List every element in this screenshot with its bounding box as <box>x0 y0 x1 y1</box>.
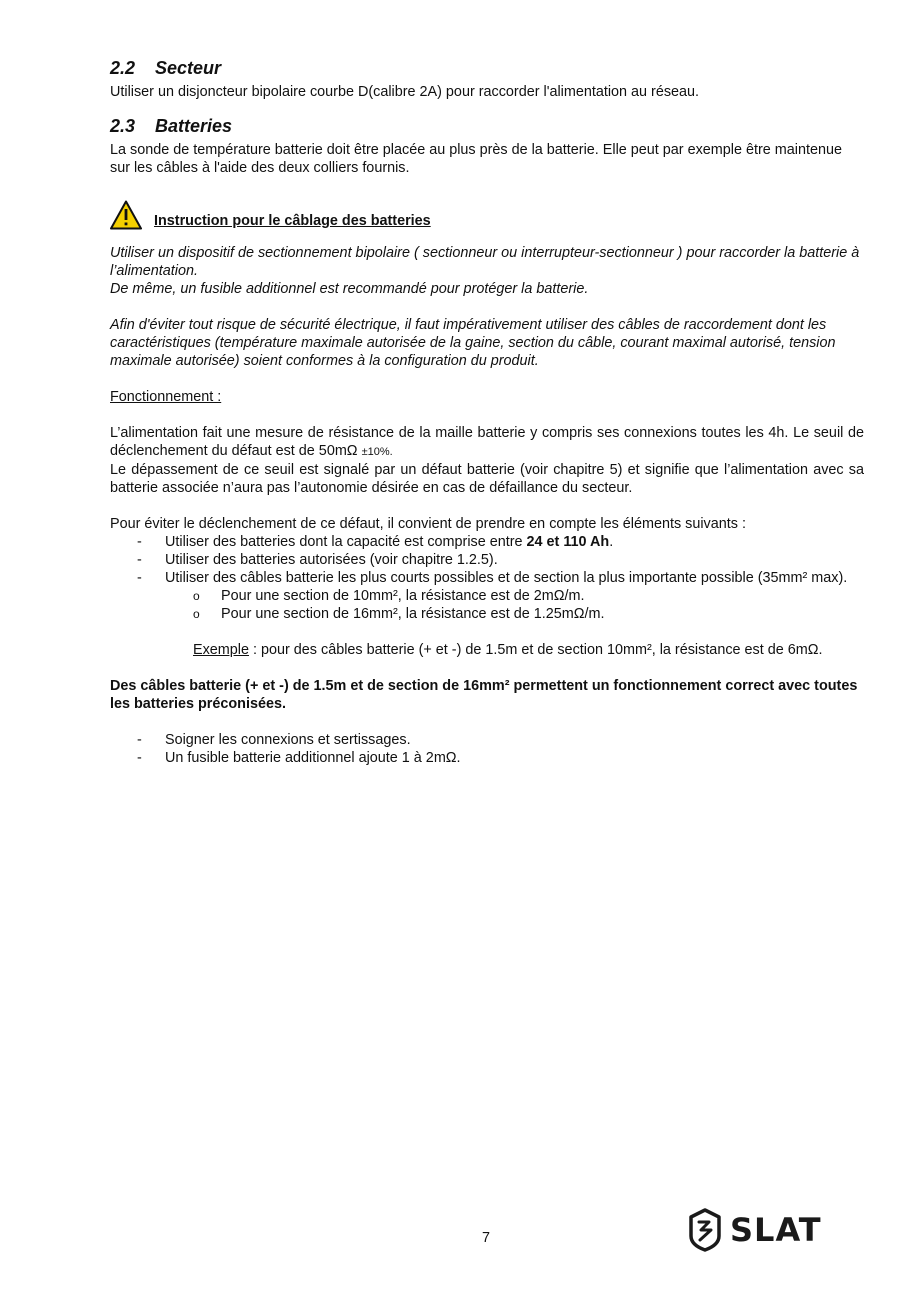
sublist-item <box>110 605 864 623</box>
warning-header <box>110 198 864 230</box>
sublist-item-text: Pour une section de 16mm², la résistance est de 1.25mΩ/m. <box>221 606 605 622</box>
tolerance-text: ±10%. <box>361 446 393 458</box>
warning-title: Instruction pour le câblage des batteries <box>154 213 431 229</box>
requirements-list <box>110 533 864 587</box>
warning-paragraph-1: Utiliser un dispositif de sectionnement bipolaire ( sectionneur ou interrupteur-sectionneur ) pour raccorder la batterie à l’alimentation. <box>110 245 860 279</box>
example-label: Exemple <box>193 642 249 658</box>
section-2-3-body: La sonde de température batterie doit être placée au plus près de la batterie. Elle peut par exemple être maintenue sur les câbles à l'aide des deux colliers fournis. <box>110 142 842 176</box>
slat-shield-icon <box>688 1208 722 1252</box>
list-item <box>110 551 864 569</box>
bold-note: Des câbles batterie (+ et -) de 1.5m et de section de 16mm² permettent un fonctionnement correct avec toutes les batteries préconisées. <box>110 678 858 712</box>
section-title: Secteur <box>155 58 222 78</box>
list-item <box>110 731 864 749</box>
capacity-range: 24 et 110 Ah <box>526 534 610 550</box>
example-text: : pour des câbles batterie (+ et -) de 1.5m et de section 10mm², la résistance est de 6mΩ. <box>249 642 823 658</box>
list-item-suffix: . <box>609 534 614 550</box>
section-number: 2.3 <box>110 116 136 136</box>
fonctionnement-heading: Fonctionnement : <box>110 389 222 405</box>
sublist-item-text: Pour une section de 10mm², la résistance est de 2mΩ/m. <box>221 588 585 604</box>
list-marker: - <box>137 534 142 550</box>
list-marker: - <box>137 552 142 568</box>
fonctionnement-paragraph-1 <box>110 424 864 461</box>
sublist-marker: o <box>193 589 200 603</box>
example-paragraph <box>110 641 864 659</box>
warning-triangle-icon <box>110 200 142 230</box>
list-item <box>110 533 864 551</box>
sublist-marker: o <box>193 607 200 621</box>
list-item-text: Utiliser des câbles batterie les plus courts possibles et de section la plus importante possible (35mm² max). <box>165 570 848 586</box>
slat-logo <box>688 1208 822 1252</box>
list-item <box>110 749 864 767</box>
fonctionnement-paragraph-2: Le dépassement de ce seuil est signalé par un défaut batterie (voir chapitre 5) et signifie que l’alimentation avec sa batterie associée n’aura pas l’autonomie désirée en cas de défaillance du secteur. <box>110 462 864 496</box>
list-item-text: Soigner les connexions et sertissages. <box>165 732 411 748</box>
list-marker: - <box>137 570 142 586</box>
section-sublist <box>110 587 864 623</box>
logo-text: SLAT <box>730 1211 822 1249</box>
list-item-text: Utiliser des batteries autorisées (voir chapitre 1.2.5). <box>165 552 498 568</box>
page-number: 7 <box>482 1230 491 1246</box>
section-title: Batteries <box>155 116 233 136</box>
section-2-3-heading <box>110 115 864 137</box>
section-2-2-heading <box>110 57 864 79</box>
list-item-text: Un fusible batterie additionnel ajoute 1 à 2mΩ. <box>165 750 461 766</box>
list-item <box>110 569 864 587</box>
list-item-text: Utiliser des batteries dont la capacité est comprise entre <box>165 534 527 550</box>
list-marker: - <box>137 732 142 748</box>
document-page <box>110 57 864 767</box>
section-number: 2.2 <box>110 58 136 78</box>
section-2-2-body: Utiliser un disjoncteur bipolaire courbe D(calibre 2A) pour raccorder l'alimentation au réseau. <box>110 84 700 100</box>
sublist-item <box>110 587 864 605</box>
additional-list <box>110 731 864 767</box>
warning-paragraph-1b: De même, un fusible additionnel est recommandé pour protéger la batterie. <box>110 281 589 297</box>
fonctionnement-paragraph-3: Pour éviter le déclenchement de ce défaut, il convient de prendre en compte les éléments suivants : <box>110 516 746 532</box>
list-marker: - <box>137 750 142 766</box>
warning-paragraph-2: Afin d'éviter tout risque de sécurité électrique, il faut impérativement utiliser des câbles de raccordement dont les caractéristiques (température maximale autorisée de la gaine, section du câble, courant maximal autorisé, tension maximale autorisée) soient conformes à la configuration du produit. <box>110 317 836 369</box>
measure-text: L’alimentation fait une mesure de résistance de la maille batterie y compris ses connexions toutes les 4h. Le seuil de déclenchement du défaut est de 50mΩ <box>110 425 864 459</box>
